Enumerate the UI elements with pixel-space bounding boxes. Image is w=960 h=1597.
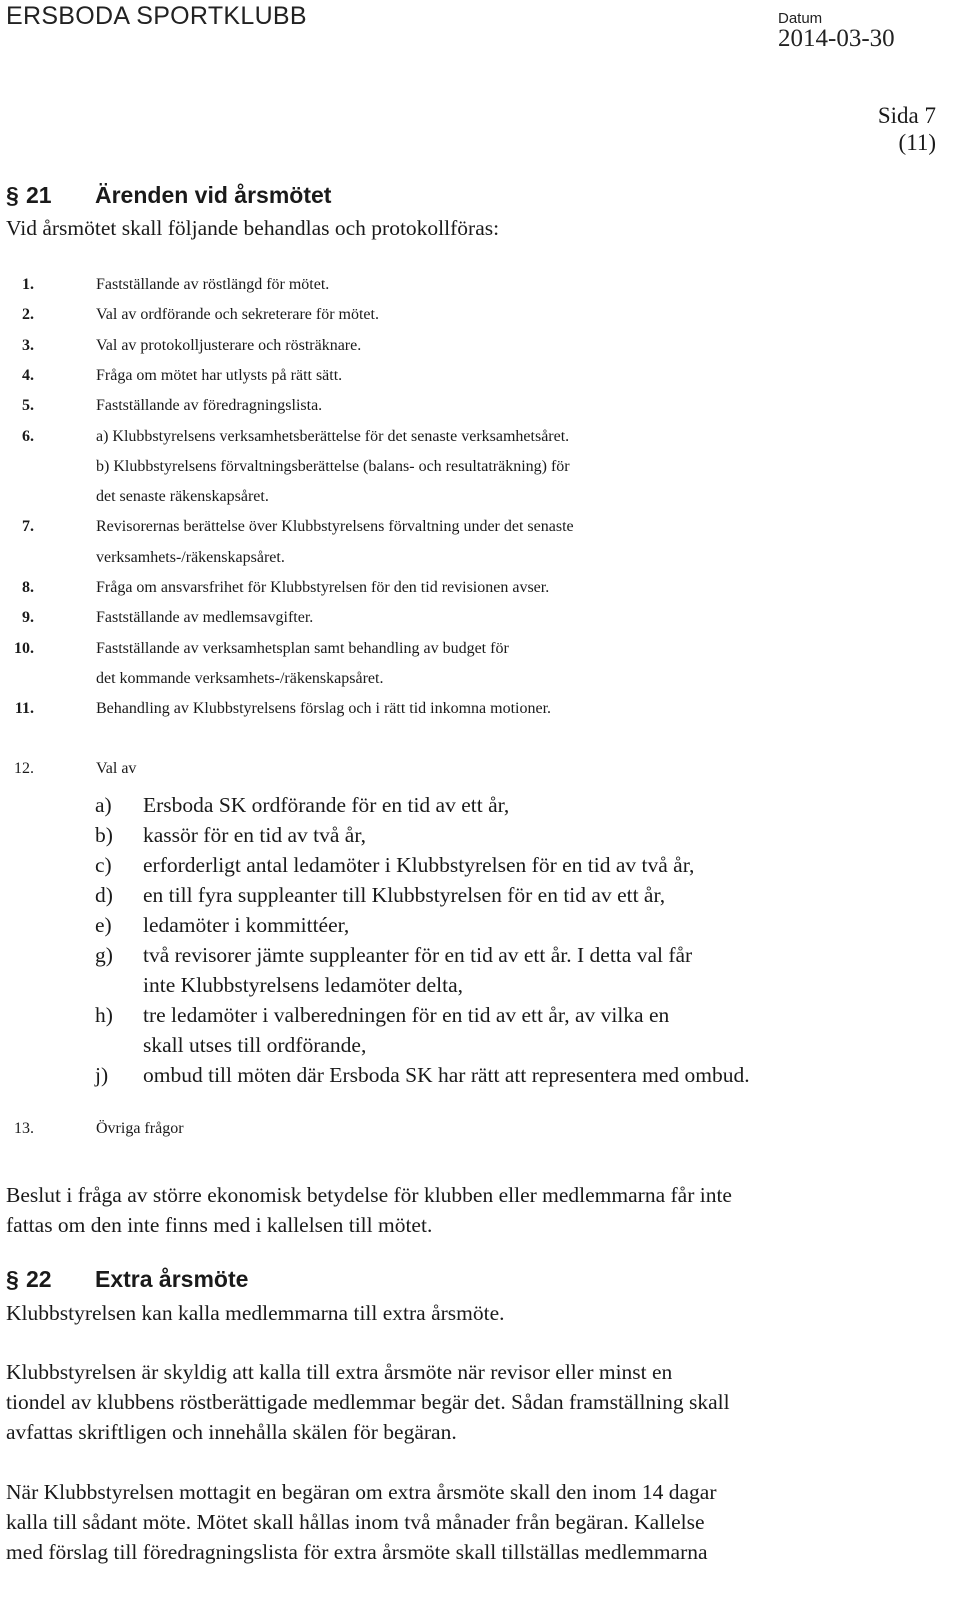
list-item-number: 7.	[22, 518, 34, 536]
paragraph-line: När Klubbstyrelsen mottagit en begäran om extra årsmöte skall den inom 14 dagar	[6, 1480, 717, 1504]
subitem-text: inte Klubbstyrelsens ledamöter delta,	[143, 973, 464, 997]
subitem-letter: g)	[95, 943, 113, 967]
list-item-text: det kommande verksamhets-/räkenskapsåret.	[96, 669, 384, 687]
section-22-paragraph-2	[6, 1357, 906, 1447]
section-title: Ärenden vid årsmötet	[95, 182, 332, 208]
subitem-letter: j)	[95, 1063, 109, 1087]
list-item-number: 5.	[22, 397, 34, 415]
list-item-text: b) Klubbstyrelsens förvaltningsberättelse (balans- och resultaträkning) för	[96, 457, 570, 475]
list-item-number: 11.	[14, 700, 34, 718]
list-item-text: verksamhets-/räkenskapsåret.	[96, 548, 285, 566]
list-item-number: 9.	[22, 609, 34, 627]
subitem-text: kassör för en tid av två år,	[143, 823, 367, 847]
subitem-text: ledamöter i kommittéer,	[143, 913, 350, 937]
list-item-number: 12.	[14, 760, 34, 777]
list-item-text: Fråga om ansvarsfrihet för Klubbstyrelsen för den tid revisionen avser.	[96, 579, 550, 596]
list-item-text: Fastställande av verksamhetsplan samt behandling av budget för	[96, 639, 509, 657]
paragraph-line: Klubbstyrelsen kan kalla medlemmarna till extra årsmöte.	[6, 1301, 505, 1325]
document-date: 2014-03-30	[778, 25, 895, 52]
page-label: Sida 7	[877, 103, 936, 128]
subitem-text: Ersboda SK ordförande för en tid av ett år,	[143, 793, 510, 817]
date-label: Datum	[778, 10, 823, 27]
subitem-letter: a)	[95, 793, 112, 817]
section-22-paragraph-1	[6, 1298, 906, 1328]
subitem-letter: c)	[95, 853, 112, 877]
subitem-letter: e)	[95, 913, 112, 937]
section-21-heading	[6, 182, 331, 209]
list-item-text: Revisorernas berättelse över Klubbstyrelsens förvaltning under det senaste	[96, 518, 574, 536]
paragraph-line: Klubbstyrelsen är skyldig att kalla till extra årsmöte när revisor eller minst en	[6, 1360, 673, 1384]
section-number: 21	[26, 182, 52, 208]
list-item-text: Val av protokolljusterare och rösträknare.	[96, 336, 362, 354]
subitem-text: erforderligt antal ledamöter i Klubbstyrelsen för en tid av två år,	[143, 853, 695, 877]
subitem-letter: b)	[95, 823, 113, 847]
section-symbol: §	[6, 1266, 19, 1292]
section-22-paragraph-3	[6, 1477, 906, 1567]
list-item-text: a) Klubbstyrelsens verksamhetsberättelse för det senaste verksamhetsåret.	[96, 427, 570, 445]
paragraph-line: kalla till sådant möte. Mötet skall hållas inom två månader från begäran. Kallelse	[6, 1510, 705, 1534]
subitem-text: skall utses till ordförande,	[143, 1033, 367, 1057]
list-item-text: Övriga frågor	[96, 1120, 184, 1137]
list-item-number: 10.	[14, 639, 34, 657]
subitem-letter: h)	[95, 1003, 113, 1027]
subitem-text: ombud till möten där Ersboda SK har rätt att representera med ombud.	[143, 1063, 750, 1087]
subitem-letter: d)	[95, 883, 113, 907]
organization-name: ERSBODA SPORTKLUBB	[6, 2, 307, 30]
subitem-text: en till fyra suppleanter till Klubbstyrelsen för en tid av ett år,	[143, 883, 666, 907]
list-item-number: 8.	[22, 579, 34, 596]
subitem-text: tre ledamöter i valberedningen för en tid av ett år, av vilka en	[143, 1003, 670, 1027]
list-item-text: det senaste räkenskapsåret.	[96, 488, 269, 506]
list-item-text: Fastställande av medlemsavgifter.	[96, 609, 314, 627]
list-item-number: 1.	[22, 276, 34, 293]
list-item-number: 4.	[22, 366, 34, 384]
list-item-text: Fastställande av föredragningslista.	[96, 397, 323, 415]
list-item-text: Fråga om mötet har utlysts på rätt sätt.	[96, 366, 343, 384]
list-item-number: 13.	[14, 1120, 34, 1137]
section-21-intro: Vid årsmötet skall följande behandlas och protokollföras:	[6, 216, 500, 240]
paragraph-line: fattas om den inte finns med i kallelsen till mötet.	[6, 1213, 433, 1237]
paragraph-line: avfattas skriftligen och innehålla skälen för begäran.	[6, 1420, 457, 1444]
section-22-heading	[6, 1266, 248, 1293]
page-number	[878, 102, 936, 156]
section-title: Extra årsmöte	[95, 1266, 249, 1292]
paragraph-line: tiondel av klubbens röstberättigade medlemmar begär det. Sådan framställning skall	[6, 1390, 730, 1414]
list-item-number: 3.	[22, 336, 34, 354]
paragraph-line: Beslut i fråga av större ekonomisk betydelse för klubben eller medlemmarna får inte	[6, 1183, 732, 1207]
section-number: 22	[26, 1266, 52, 1292]
list-item-number: 6.	[22, 427, 34, 445]
page-total: (11)	[898, 130, 936, 155]
list-item-text: Val av	[96, 760, 137, 777]
list-item-text: Behandling av Klubbstyrelsens förslag och i rätt tid inkomna motioner.	[96, 700, 552, 718]
section-symbol: §	[6, 182, 19, 208]
list-item-text: Fastställande av röstlängd för mötet.	[96, 276, 330, 293]
list-item-number: 2.	[22, 306, 34, 324]
paragraph-line: med förslag till föredragningslista för extra årsmöte skall tillställas medlemmarna	[6, 1540, 708, 1564]
subitem-text: två revisorer jämte suppleanter för en tid av ett år. I detta val får	[143, 943, 693, 967]
closing-paragraph	[6, 1180, 906, 1240]
list-item-text: Val av ordförande och sekreterare för mötet.	[96, 306, 379, 324]
